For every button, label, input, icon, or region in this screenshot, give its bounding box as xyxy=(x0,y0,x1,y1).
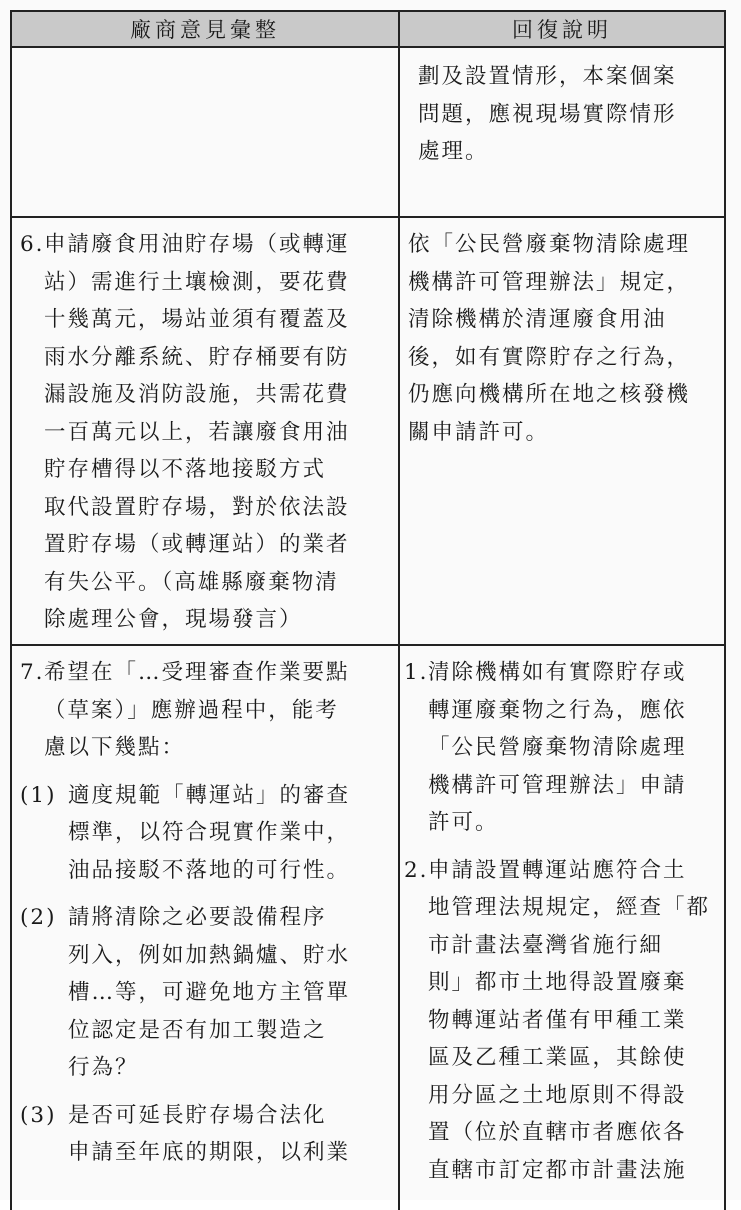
header-reply xyxy=(398,10,726,48)
row-6-opinion-line: 漏設施及消防設施，共需花費 xyxy=(44,382,350,407)
row-1-reply-line: 劃及設置情形，本案個案 xyxy=(418,64,677,89)
reply-point-2: 2.申請設置轉運站應符合土 地管理法規規定，經查「都 市計畫法臺灣省施行細 則」都市土地得設置廢棄 物轉運站者僅有甲種工業 區及乙種工業區，其餘使 用分區之土地原則不得設 置（位於直轄市者應依各 直轄市訂定都市計畫法施 xyxy=(404,852,724,1190)
row-6-right-cell xyxy=(398,216,726,646)
row-7-opinion-line: （草案）」應辦過程中，能考 xyxy=(44,697,339,723)
row-6-opinion-line: 貯存槽得以不落地接駁方式 xyxy=(44,457,327,482)
row-6-left-cell xyxy=(10,216,400,646)
row-7-opinion-intro xyxy=(20,692,398,767)
sub-point-3: (3) 是否可延長貯存場合法化 申請至年底的期限，以利業 xyxy=(20,1097,398,1172)
row-6-reply-line: 關申請許可。 xyxy=(408,419,550,445)
reply-point-marker: 2. xyxy=(404,857,429,883)
row-6-opinion-body xyxy=(20,264,398,639)
row-7-opinion-line: 慮以下幾點： xyxy=(44,735,186,760)
row-7-opinion-line: 7.希望在「…受理審查作業要點 xyxy=(20,654,398,692)
row-6-opinion-line: 有失公平。（高雄縣廢棄物清 xyxy=(44,569,339,595)
reply-point-marker: 1. xyxy=(404,660,429,685)
row-1-left-cell xyxy=(10,46,400,218)
row-7-left-cell xyxy=(10,644,400,1210)
header-left-label: 廠商意見彙整 xyxy=(130,18,280,42)
row-6-reply-line: 清除機構於清運廢食用油 xyxy=(408,307,667,332)
row-6-opinion-line: 雨水分離系統、貯存桶要有防 xyxy=(44,344,350,370)
reply-point-1: 1.清除機構如有實際貯存或 轉運廢棄物之行為，應依 「公民營廢棄物清除處理 機構許可管理辦法」申請 許可。 xyxy=(404,654,724,842)
row-6-reply-line: 後，如有實際貯存之行為， xyxy=(408,344,691,370)
row-6-reply-line: 依「公民營廢棄物清除處理 xyxy=(408,232,691,257)
row-6-opinion-line: 一百萬元以上，若讓廢食用油 xyxy=(44,419,350,445)
sub-point-1: (1) 適度規範「轉運站」的審查 標準，以符合現實作業中， 油品接駁不落地的可行性。 xyxy=(20,777,398,890)
row-6-opinion-line: 除處理公會，現場發言） xyxy=(44,607,303,632)
row-1-reply-line: 問題，應視現場實際情形 xyxy=(418,101,677,127)
item-number: 6. xyxy=(20,232,45,257)
row-1-right-cell xyxy=(398,46,726,218)
row-7-right-cell xyxy=(398,644,726,1210)
row-6-reply-line: 仍應向機構所在地之核發機 xyxy=(408,382,691,407)
row-6-reply-line: 機構許可管理辦法」規定， xyxy=(408,269,691,295)
row-6-opinion-line: 取代設置貯存場，對於依法設 xyxy=(44,494,350,520)
header-right-label: 回復說明 xyxy=(512,18,612,42)
row-1-reply-line: 處理。 xyxy=(418,139,489,164)
row-6-opinion-line: 置貯存場（或轉運站）的業者 xyxy=(44,532,350,557)
sub-point-marker: (2) xyxy=(20,905,57,930)
header-vendor-opinions xyxy=(10,10,400,48)
sub-point-marker: (3) xyxy=(20,1102,57,1128)
item-number: 7. xyxy=(20,660,45,685)
sub-point-2: (2) 請將清除之必要設備程序 列入，例如加熱鍋爐、貯水 槽…等，可避免地方主管單 位認定是否有加工製造之 行為？ xyxy=(20,899,398,1087)
sub-point-marker: (1) xyxy=(20,782,57,808)
row-6-opinion-line: 十幾萬元，場站並須有覆蓋及 xyxy=(44,307,350,332)
row-6-opinion-line: 6.申請廢食用油貯存場（或轉運 xyxy=(20,226,398,264)
row-6-opinion-line: 站）需進行土壤檢測，要花費 xyxy=(44,269,350,295)
comments-reply-table xyxy=(10,10,726,1200)
